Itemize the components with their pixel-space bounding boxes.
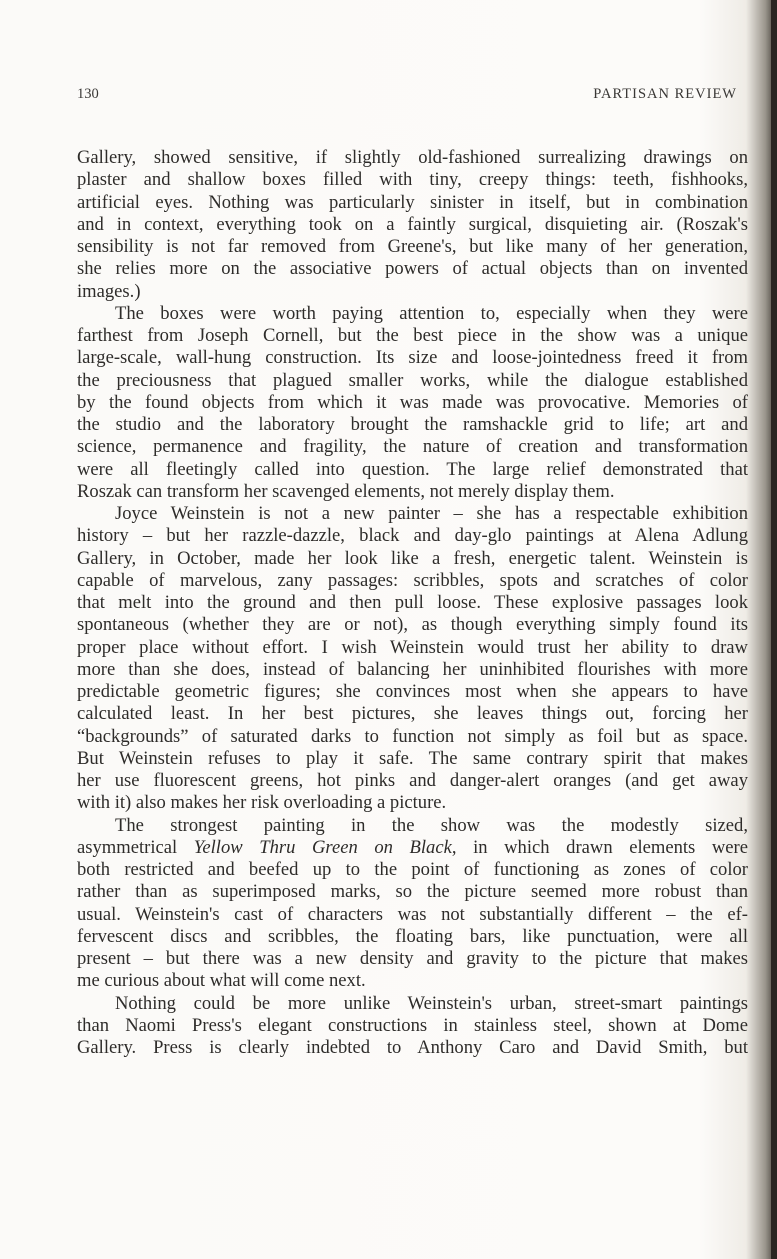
text-line <box>77 525 748 547</box>
text-line <box>77 281 748 303</box>
text-line <box>77 926 748 948</box>
text-segment: more than she does, instead of balancing her uninhibited flourishes with more <box>77 658 748 680</box>
text-line <box>77 303 748 325</box>
text-segment: fervescent discs and scribbles, the floating bars, like punctuation, were all <box>77 925 748 947</box>
text-line <box>77 325 748 347</box>
text-segment: were all fleetingly called into question. The large relief demonstrated that <box>77 458 748 480</box>
text-segment: Gallery. Press is clearly indebted to Anthony Caro and David Smith, but <box>77 1037 748 1058</box>
text-segment: usual. Weinstein's cast of characters was not substantially different – the ef- <box>77 903 748 925</box>
text-line <box>77 459 748 481</box>
text-line <box>77 703 748 725</box>
text-segment: than Naomi Press's elegant constructions in stainless steel, shown at Dome <box>77 1014 748 1036</box>
text-line <box>77 881 748 903</box>
text-line <box>77 370 748 392</box>
text-segment: farthest from Joseph Cornell, but the best piece in the show was a unique <box>77 325 748 346</box>
text-segment: rather than as superimposed marks, so the picture seemed more robust than <box>77 881 748 903</box>
text-line <box>77 258 748 280</box>
text-line <box>77 815 748 837</box>
text-line <box>77 147 748 169</box>
text-segment: present – but there was a new density and gravity to the picture that makes <box>77 948 748 969</box>
text-line <box>77 236 748 258</box>
article-body <box>77 147 748 1059</box>
text-line <box>77 1037 748 1059</box>
text-line <box>77 414 748 436</box>
text-line <box>77 970 748 992</box>
text-segment: and in context, everything took on a faintly surgical, disquieting air. (Roszak's <box>77 213 748 235</box>
text-line <box>77 993 748 1015</box>
text-segment: Nothing could be more unlike Weinstein's urban, street-smart paintings <box>115 992 748 1014</box>
page-number: 130 <box>77 86 99 102</box>
running-head: PARTISAN REVIEW <box>593 86 737 102</box>
text-segment: she relies more on the associative powers of actual objects than on invented <box>77 258 748 280</box>
text-line <box>77 659 748 681</box>
text-line <box>77 481 748 503</box>
text-line <box>77 1015 748 1037</box>
text-line <box>77 548 748 570</box>
text-line <box>77 792 748 814</box>
text-segment: by the found objects from which it was made was provocative. Memories of <box>77 391 748 413</box>
text-segment: asymmetrical <box>77 836 194 858</box>
text-segment: But Weinstein refuses to play it safe. The same contrary spirit that makes <box>77 747 748 769</box>
artwork-title: Yellow Thru Green on Black <box>193 836 452 858</box>
text-segment: , in which drawn elements were <box>451 836 748 858</box>
text-segment: large-scale, wall-hung construction. Its size and loose-jointedness freed it from <box>77 347 748 369</box>
text-line <box>77 614 748 636</box>
text-line <box>77 503 748 525</box>
text-line <box>77 859 748 881</box>
text-line <box>77 748 748 770</box>
text-line <box>77 637 748 659</box>
text-line <box>77 948 748 970</box>
text-segment: Joyce Weinstein is not a new painter – she has a respectable exhibition <box>115 503 748 524</box>
text-segment: that melt into the ground and then pull loose. These explosive passages look <box>77 592 748 613</box>
text-segment: spontaneous (whether they are or not), as though everything simply found its <box>77 614 748 636</box>
text-segment: her use fluorescent greens, hot pinks and danger-alert oranges (and get away <box>77 770 748 791</box>
text-line <box>77 770 748 792</box>
text-segment: The boxes were worth paying attention to, especially when they were <box>115 302 748 324</box>
text-segment: capable of marvelous, zany passages: scribbles, spots and scratches of color <box>77 569 748 591</box>
text-line <box>77 592 748 614</box>
text-segment: plaster and shallow boxes filled with tiny, creepy things: teeth, fishhooks, <box>77 169 748 191</box>
text-segment: calculated least. In her best pictures, she leaves things out, forcing her <box>77 703 748 725</box>
text-line <box>77 681 748 703</box>
text-segment: history – but her razzle-dazzle, black and day-glo paintings at Alena Adlung <box>77 525 748 547</box>
text-line <box>77 392 748 414</box>
text-segment: The strongest painting in the show was the modestly sized, <box>115 814 748 836</box>
text-line <box>77 436 748 458</box>
text-segment: sensibility is not far removed from Greene's, but like many of her generation, <box>77 236 748 257</box>
text-line <box>77 570 748 592</box>
text-line <box>77 837 748 859</box>
text-segment: me curious about what will come next. <box>77 970 366 992</box>
text-segment: Roszak can transform her scavenged elements, not merely display them. <box>77 480 615 502</box>
text-line <box>77 214 748 236</box>
text-line <box>77 192 748 214</box>
text-segment: both restricted and beefed up to the point of functioning as zones of color <box>77 859 748 880</box>
text-line <box>77 726 748 748</box>
text-segment: predictable geometric figures; she convinces most when she appears to have <box>77 681 748 702</box>
text-segment: proper place without effort. I wish Weinstein would trust her ability to draw <box>77 636 748 658</box>
text-segment: the preciousness that plagued smaller works, while the dialogue established <box>77 369 748 391</box>
text-segment: science, permanence and fragility, the nature of creation and transformation <box>77 436 748 458</box>
text-segment: with it) also makes her risk overloading a picture. <box>77 792 447 814</box>
text-segment: the studio and the laboratory brought the ramshackle grid to life; art and <box>77 414 748 435</box>
text-segment: Gallery, showed sensitive, if slightly old-fashioned surrealizing drawings on <box>77 147 748 168</box>
page-binding-edge <box>771 0 777 1259</box>
text-segment: artificial eyes. Nothing was particularly sinister in itself, but in combination <box>77 191 748 213</box>
text-segment: “backgrounds” of saturated darks to function not simply as foil but as space. <box>77 725 748 747</box>
text-segment: Gallery, in October, made her look like a fresh, energetic talent. Weinstein is <box>77 547 748 569</box>
text-line <box>77 347 748 369</box>
text-line <box>77 904 748 926</box>
text-line <box>77 169 748 191</box>
text-segment: images.) <box>77 280 141 302</box>
